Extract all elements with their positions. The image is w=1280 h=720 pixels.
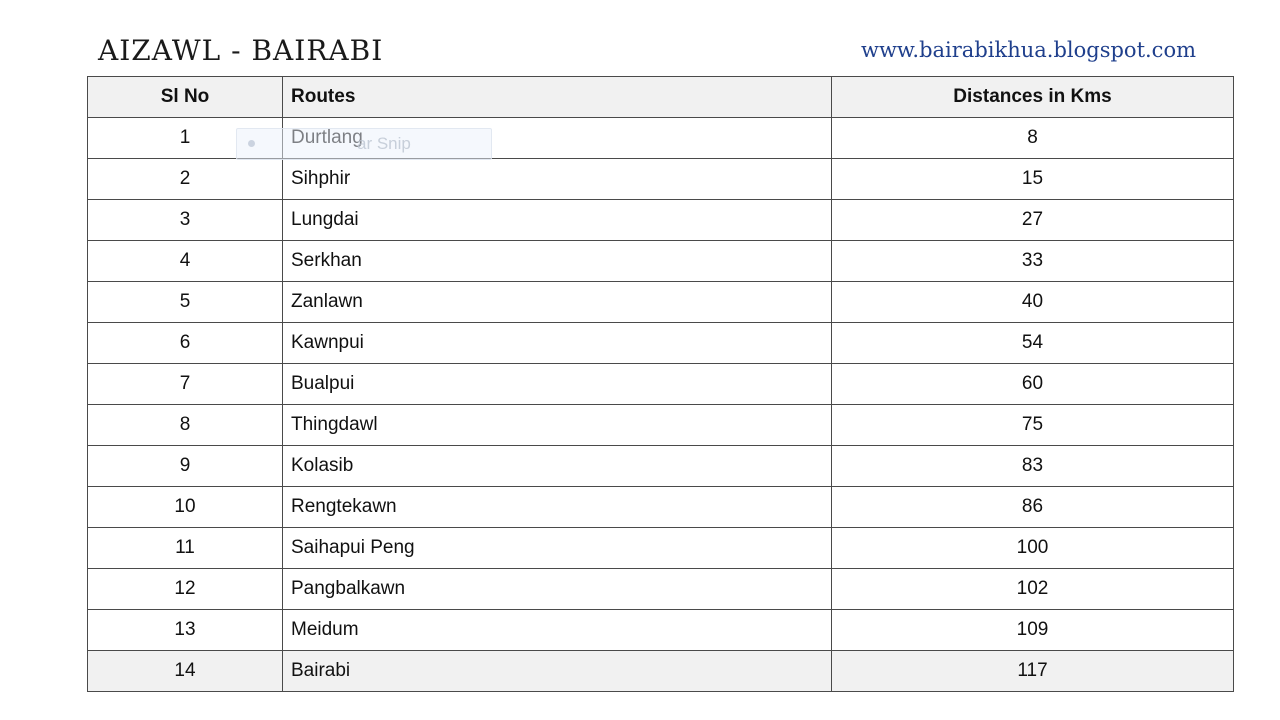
snip-tool-overlay — [236, 128, 492, 160]
sl-no-cell: 1 — [88, 118, 283, 159]
route-cell: Rengtekawn — [283, 487, 832, 528]
column-header-routes: Routes — [283, 77, 832, 118]
distance-cell: 40 — [832, 282, 1234, 323]
table-row — [88, 159, 1234, 200]
distance-cell: 86 — [832, 487, 1234, 528]
distance-cell: 33 — [832, 241, 1234, 282]
distance-cell: 83 — [832, 446, 1234, 487]
distance-cell: 109 — [832, 610, 1234, 651]
route-cell: Saihapui Peng — [283, 528, 832, 569]
snip-label: ar Snip — [357, 134, 411, 153]
distance-cell: 15 — [832, 159, 1234, 200]
sl-no-cell: 10 — [88, 487, 283, 528]
table-row — [88, 364, 1234, 405]
table-row — [88, 446, 1234, 487]
sl-no-cell: 12 — [88, 569, 283, 610]
distance-cell: 8 — [832, 118, 1234, 159]
distance-cell: 102 — [832, 569, 1234, 610]
dot-icon — [248, 140, 255, 147]
sl-no-cell: 13 — [88, 610, 283, 651]
column-header-sl-no: Sl No — [88, 77, 283, 118]
table-row — [88, 651, 1234, 692]
route-cell: Sihphir — [283, 159, 832, 200]
distance-cell: 27 — [832, 200, 1234, 241]
sl-no-cell: 2 — [88, 159, 283, 200]
route-cell: Kolasib — [283, 446, 832, 487]
distance-cell: 117 — [832, 651, 1234, 692]
route-cell: Zanlawn — [283, 282, 832, 323]
table-row — [88, 610, 1234, 651]
route-cell: Bairabi — [283, 651, 832, 692]
routes-table — [87, 76, 1234, 692]
sl-no-cell: 5 — [88, 282, 283, 323]
sl-no-cell: 3 — [88, 200, 283, 241]
route-cell: Serkhan — [283, 241, 832, 282]
route-cell: Kawnpui — [283, 323, 832, 364]
distance-cell: 54 — [832, 323, 1234, 364]
table-row — [88, 282, 1234, 323]
table-row — [88, 200, 1234, 241]
sl-no-cell: 11 — [88, 528, 283, 569]
table-row — [88, 487, 1234, 528]
sl-no-cell: 8 — [88, 405, 283, 446]
website-link[interactable]: www.bairabikhua.blogspot.com — [860, 38, 1196, 62]
distance-cell: 60 — [832, 364, 1234, 405]
page-title: AIZAWL - BAIRABI — [98, 34, 384, 67]
sl-no-cell: 4 — [88, 241, 283, 282]
distance-cell: 100 — [832, 528, 1234, 569]
table-row — [88, 323, 1234, 364]
distance-cell: 75 — [832, 405, 1234, 446]
sl-no-cell: 6 — [88, 323, 283, 364]
sl-no-cell: 9 — [88, 446, 283, 487]
table-row — [88, 569, 1234, 610]
route-cell: Lungdai — [283, 200, 832, 241]
table-header-row — [88, 77, 1234, 118]
route-cell: Bualpui — [283, 364, 832, 405]
column-header-distance: Distances in Kms — [832, 77, 1234, 118]
route-cell: Pangbalkawn — [283, 569, 832, 610]
route-cell: Thingdawl — [283, 405, 832, 446]
table-row — [88, 241, 1234, 282]
table-row — [88, 528, 1234, 569]
route-cell: Meidum — [283, 610, 832, 651]
sl-no-cell: 14 — [88, 651, 283, 692]
sl-no-cell: 7 — [88, 364, 283, 405]
table-row — [88, 405, 1234, 446]
